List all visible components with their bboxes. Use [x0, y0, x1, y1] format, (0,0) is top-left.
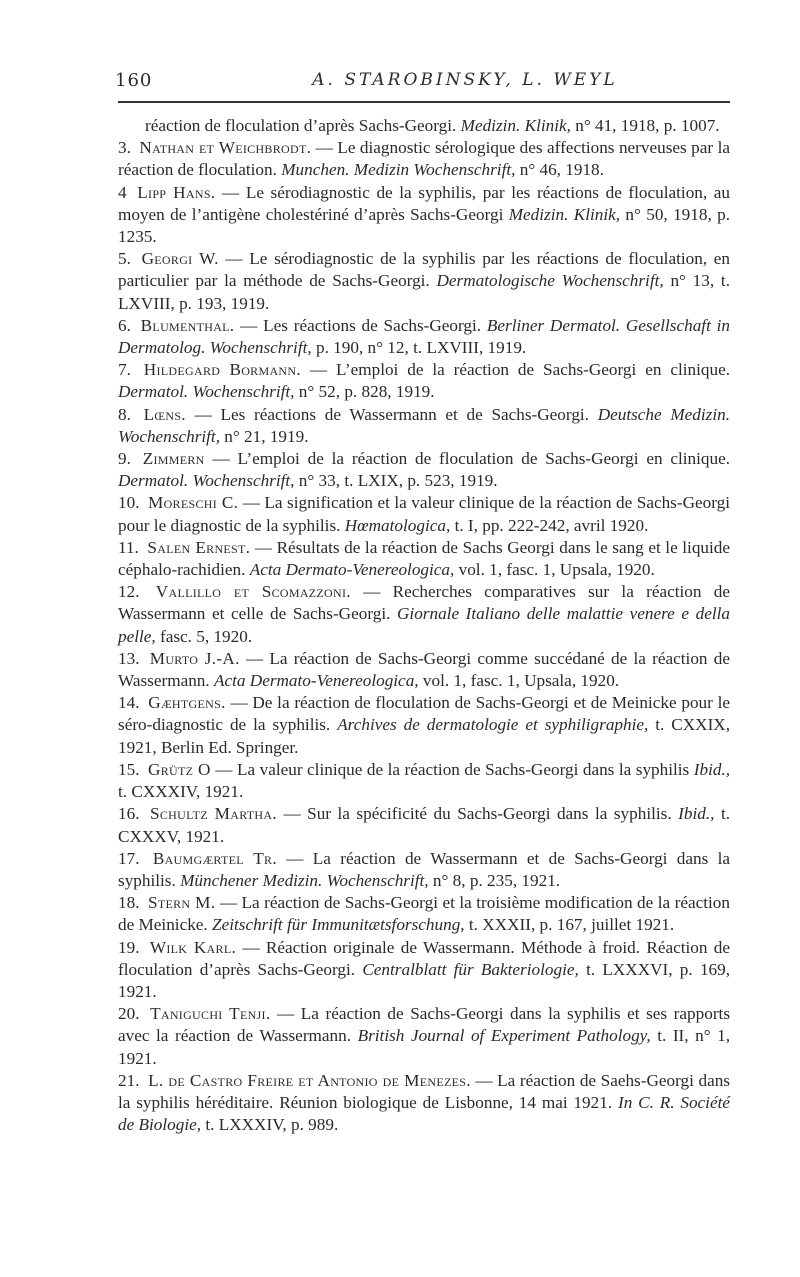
reference-details: n° 46, 1918. [519, 160, 604, 180]
reference-entry [118, 537, 730, 581]
reference-author: Wilk Karl. [149, 937, 237, 957]
reference-entry [118, 648, 730, 692]
reference-number: 17. [118, 848, 140, 868]
reference-number: 18. [118, 893, 140, 913]
reference-source: Medizin. Klinik, [508, 204, 621, 224]
reference-number: 3. [118, 138, 131, 158]
reference-title: — Les réactions de Sachs-Georgi. [240, 315, 482, 335]
reference-source: Dermatol. Wochenschrift, [118, 471, 295, 491]
reference-number: 12. [118, 582, 140, 602]
reference-entry [118, 137, 730, 181]
reference-source: Dermatologische Wochenschrift, [436, 271, 664, 291]
reference-details: t. LXXXVI, p. 169, 1921. [118, 959, 731, 1001]
reference-number: 15. [118, 759, 140, 779]
reference-source: Ibid., [693, 759, 731, 779]
reference-title: — Recherches comparatives sur la réaction de Wassermann et celle de Sachs-Georgi. [118, 582, 730, 624]
page-header [115, 62, 735, 92]
reference-entry [118, 248, 730, 315]
reference-details: n° 8, p. 235, 1921. [432, 870, 561, 890]
reference-source: Archives de dermatologie et syphiligraphie, [337, 715, 649, 735]
reference-title: — La signification et la valeur clinique de la réaction de Sachs-Georgi pour le diagnostic de la syphilis. [118, 493, 731, 535]
reference-entry [118, 404, 730, 448]
reference-number: 6. [118, 315, 131, 335]
reference-author: Nathan et Weichbrodt. [139, 138, 312, 158]
reference-source: In C. R. Société de Biologie, [118, 1092, 730, 1135]
reference-title: — De la réaction de floculation de Sachs-Georgi et de Meinicke pour le séro-diagnostic de la syphilis. [118, 693, 731, 735]
reference-author: L. de Castro Freire et Antonio de Menezes. [148, 1070, 471, 1090]
reference-source: Acta Dermato-Venereologica, [249, 560, 455, 580]
reference-entry [118, 937, 730, 1004]
reference-details: vol. 1, fasc. 1, Upsala, 1920. [458, 560, 655, 580]
reference-author: Moreschi C. [148, 493, 239, 513]
reference-source: Berliner Dermatol. Gesellschaft in Dermatolog. Wochenschrift, [118, 315, 730, 358]
reference-author: Schultz Martha. [149, 804, 277, 824]
reference-details: fasc. 5, 1920. [160, 626, 253, 646]
reference-entry [118, 892, 730, 936]
reference-title: — Le diagnostic sérologique des affections nerveuses par la réaction de floculation. [118, 138, 730, 180]
reference-number: 5. [118, 249, 131, 269]
reference-entry [118, 1070, 730, 1137]
reference-author: Murto J.-A. [149, 648, 240, 668]
reference-author: Hildegard Bormann. [143, 360, 301, 380]
reference-author: Lipp Hans. [137, 182, 216, 202]
reference-number: 14. [118, 693, 140, 713]
reference-source: Munchen. Medizin Wochenschrift, [281, 160, 516, 180]
reference-details: p. 190, n° 12, t. LXVIII, 1919. [315, 338, 527, 358]
reference-title: réaction de floculation d’après Sachs-Georgi. [145, 116, 457, 135]
reference-details: n° 41, 1918, p. 1007. [575, 116, 720, 135]
reference-number: 7. [118, 360, 131, 380]
reference-entry [118, 115, 730, 137]
reference-title: — Résultats de la réaction de Sachs Georgi dans le sang et le liquide céphalo-rachidien. [118, 537, 730, 580]
reference-author: Blumenthal. [140, 315, 235, 335]
reference-author: Georgi W. [141, 249, 219, 269]
reference-title: — La réaction de Sachs-Georgi comme succédané de la réaction de Wassermann. [118, 648, 730, 691]
reference-number: 9. [118, 449, 131, 469]
reference-title: — Les réactions de Wassermann et de Sachs-Georgi. [194, 404, 589, 424]
reference-entry [118, 182, 730, 249]
reference-entry [118, 848, 730, 892]
reference-author: Zimmern [142, 449, 205, 469]
reference-source: Hœmatologica, [344, 515, 451, 535]
reference-entry [118, 315, 730, 359]
reference-details: t. I, pp. 222-242, avril 1920. [454, 515, 649, 535]
reference-details: n° 13, t. LXVIII, p. 193, 1919. [118, 271, 730, 313]
reference-details: n° 50, 1918, p. 1235. [118, 204, 731, 247]
reference-title: — La réaction de Sachs-Georgi et la troisième modification de la réaction de Meinicke. [118, 893, 730, 935]
reference-number: 16. [118, 804, 140, 824]
reference-number: 13. [118, 648, 140, 668]
reference-number: 20. [118, 1004, 140, 1024]
reference-author: Grütz O [148, 759, 211, 779]
reference-source: Zeitschrift für Immunitætsforschung, [212, 915, 465, 935]
reference-details: t. XXXII, p. 167, juillet 1921. [468, 915, 675, 935]
header-rule [118, 101, 730, 103]
reference-source: Acta Dermato-Venereologica, [213, 671, 419, 691]
reference-title: — La réaction de Wassermann et de Sachs-Georgi dans la syphilis. [118, 848, 731, 890]
reference-title: — Sur la spécificité du Sachs-Georgi dans la syphilis. [283, 804, 672, 824]
reference-details: vol. 1, fasc. 1, Upsala, 1920. [422, 671, 620, 691]
reference-source: Centralblatt für Bakteriologie, [362, 959, 579, 979]
reference-source: Deutsche Medizin. Wochenschrift, [118, 404, 731, 446]
reference-author: Stern M. [147, 893, 216, 913]
reference-entry [118, 803, 730, 847]
reference-author: Taniguchi Tenji. [150, 1004, 271, 1024]
reference-details: t. CXXXV, 1921. [118, 804, 731, 846]
reference-entry [118, 759, 730, 803]
reference-entry [118, 492, 730, 536]
reference-entry [118, 448, 730, 492]
reference-details: n° 52, p. 828, 1919. [298, 382, 435, 402]
reference-author: Vallillo et Scomazzoni. [155, 582, 351, 602]
reference-details: t. II, n° 1, 1921. [118, 1026, 731, 1068]
reference-title: — Réaction originale de Wassermann. Méthode à froid. Réaction de floculation d’après Sachs-Georgi. [118, 937, 730, 979]
page-number: 160 [115, 70, 153, 91]
reference-number: 19. [118, 937, 140, 957]
reference-details: t. CXXIX, 1921, Berlin Ed. Springer. [118, 715, 731, 757]
running-head: A. STAROBINSKY, L. WEYL [312, 70, 618, 90]
reference-title: — Le sérodiagnostic de la syphilis, par les réactions de floculation, au moyen de l’antigène cholestériné d’après Sachs-Georgi [118, 182, 731, 224]
reference-title: — L’emploi de la réaction de Sachs-Georgi en clinique. [309, 360, 730, 380]
reference-source: Dermatol. Wochenschrift, [118, 382, 295, 402]
reference-number: 10. [118, 493, 140, 513]
reference-source: Ibid., [678, 804, 715, 824]
reference-details: n° 33, t. LXIX, p. 523, 1919. [298, 471, 498, 491]
reference-details: t. CXXXIV, 1921. [118, 782, 244, 802]
reference-title: — La réaction de Sachs-Georgi dans la syphilis et ses rapports avec la réaction de Wassermann. [118, 1004, 731, 1046]
reference-title: — La réaction de Saehs-Georgi dans la syphilis héréditaire. Réunion biologique de Lisbonne, 14 mai 1921. [118, 1070, 730, 1112]
reference-details: t. LXXXIV, p. 989. [205, 1115, 339, 1135]
reference-number: 4 [118, 182, 127, 202]
reference-entry [118, 359, 730, 403]
reference-title: — Le sérodiagnostic de la syphilis par les réactions de floculation, en particulier par la méthode de Sachs-Georgi. [118, 249, 731, 291]
reference-entry [118, 692, 730, 759]
reference-author: Baumgærtel Tr. [152, 848, 277, 868]
reference-source: Medizin. Klinik, [460, 116, 571, 135]
reference-source: Giornale Italiano delle malattie venere e della pelle, [118, 604, 730, 646]
reference-author: Salen Ernest. [147, 537, 251, 557]
reference-list [118, 115, 730, 1136]
reference-number: 21. [118, 1070, 140, 1090]
reference-author: Lœns. [143, 404, 186, 424]
reference-source: Münchener Medizin. Wochenschrift, [180, 870, 429, 890]
reference-number: 8. [118, 404, 131, 424]
reference-source: British Journal of Experiment Pathology, [357, 1026, 651, 1046]
reference-title: — La valeur clinique de la réaction de Sachs-Georgi dans la syphilis [215, 759, 690, 779]
reference-entry [118, 581, 730, 648]
reference-entry [118, 1003, 730, 1070]
reference-title: — L’emploi de la réaction de floculation de Sachs-Georgi en clinique. [212, 449, 731, 469]
reference-number: 11. [118, 537, 139, 557]
reference-author: Gæhtgens. [148, 693, 226, 713]
reference-details: n° 21, 1919. [224, 426, 309, 446]
